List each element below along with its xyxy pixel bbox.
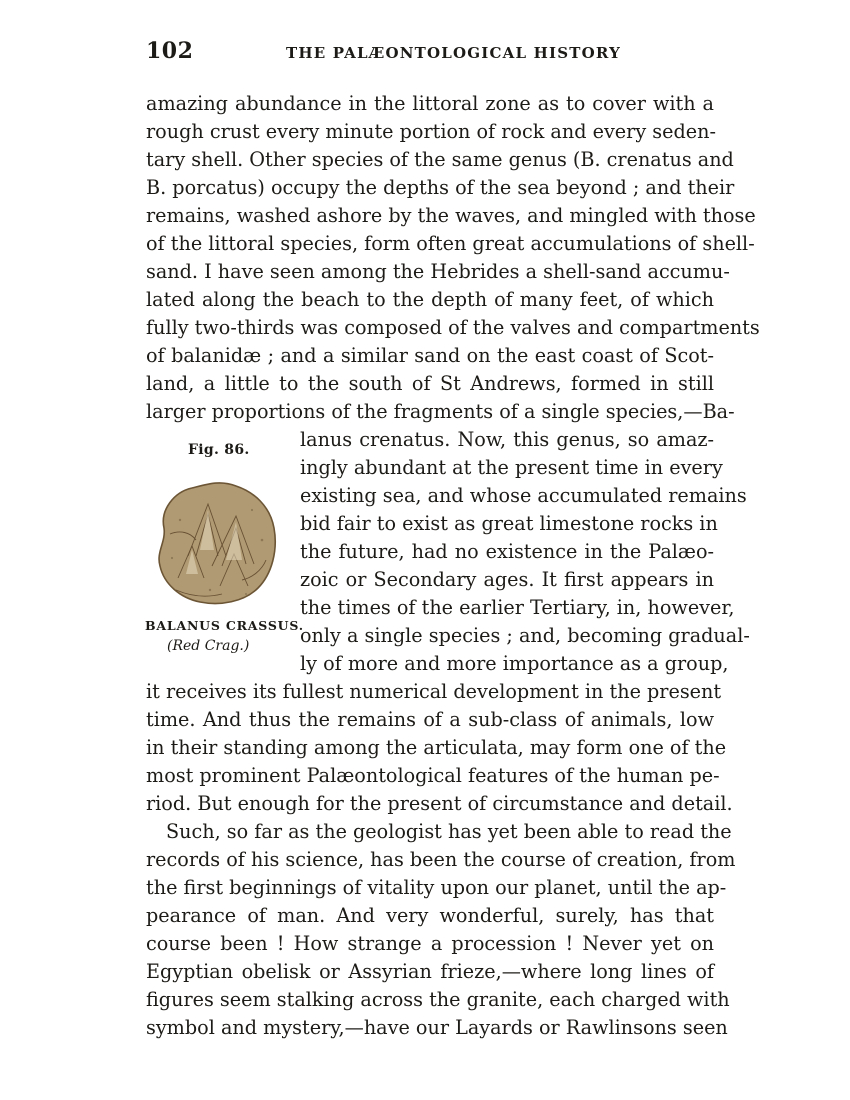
text-line: land, a little to the south of St Andrews, formed in still xyxy=(146,372,714,395)
text-line: most prominent Palæontological features of the human pe- xyxy=(146,764,720,787)
text-line: larger proportions of the fragments of a single species,—Ba- xyxy=(146,400,735,423)
text-line: figures seem stalking across the granite, each charged with xyxy=(146,988,730,1011)
text-line: records of his science, has been the course of creation, from xyxy=(146,848,736,871)
text-line: pearance of man. And very wonderful, surely, has that xyxy=(146,904,714,927)
text-line: remains, washed ashore by the waves, and mingled with those xyxy=(146,204,756,227)
text-line: only a single species ; and, becoming gradual- xyxy=(300,624,750,647)
text-line: rough crust every minute portion of rock and every seden- xyxy=(146,120,716,143)
text-line: in their standing among the articulata, may form one of the xyxy=(146,736,727,759)
figure-label: Fig. 86. xyxy=(188,442,250,458)
paragraph-start-line: Such, so far as the geologist has yet been able to read the xyxy=(166,820,732,843)
text-line: of the littoral species, form often great accumulations of shell- xyxy=(146,232,755,255)
text-line: B. porcatus) occupy the depths of the sea beyond ; and their xyxy=(146,176,735,199)
page-number: 102 xyxy=(146,38,194,64)
barnacle-illustration-icon xyxy=(150,470,280,610)
text-line: sand. I have seen among the Hebrides a shell-sand accumu- xyxy=(146,260,730,283)
text-line: the future, had no existence in the Palæo- xyxy=(300,540,714,563)
text-line: Egyptian obelisk or Assyrian frieze,—where long lines of xyxy=(146,960,714,983)
text-line: zoic or Secondary ages. It first appears in xyxy=(300,568,714,591)
text-line: time. And thus the remains of a sub-class of animals, low xyxy=(146,708,714,731)
text-line: course been ! How strange a procession ! Never yet on xyxy=(146,932,714,955)
text-line: the first beginnings of vitality upon our planet, until the ap- xyxy=(146,876,727,899)
text-line: tary shell. Other species of the same genus (B. crenatus and xyxy=(146,148,734,171)
text-line: bid fair to exist as great limestone rocks in xyxy=(300,512,718,535)
text-line: amazing abundance in the littoral zone as to cover with a xyxy=(146,92,714,115)
text-line: existing sea, and whose accumulated remains xyxy=(300,484,747,507)
text-line: ly of more and more importance as a group, xyxy=(300,652,729,675)
running-head: THE PALÆONTOLOGICAL HISTORY xyxy=(286,44,622,62)
text-line: fully two-thirds was composed of the valves and compartments xyxy=(146,316,760,339)
figure-caption: BALANUS CRASSUS. xyxy=(145,618,304,633)
text-line: ingly abundant at the present time in every xyxy=(300,456,723,479)
text-line: riod. But enough for the present of circumstance and detail. xyxy=(146,792,733,815)
text-line: it receives its fullest numerical development in the present xyxy=(146,680,722,703)
figure-subcaption: (Red Crag.) xyxy=(167,638,250,654)
text-line: symbol and mystery,—have our Layards or Rawlinsons seen xyxy=(146,1016,728,1039)
text-line: of balanidæ ; and a similar sand on the east coast of Scot- xyxy=(146,344,714,367)
text-line: lanus crenatus. Now, this genus, so amaz- xyxy=(300,428,714,451)
text-line: lated along the beach to the depth of many feet, of which xyxy=(146,288,714,311)
text-line: the times of the earlier Tertiary, in, however, xyxy=(300,596,735,619)
